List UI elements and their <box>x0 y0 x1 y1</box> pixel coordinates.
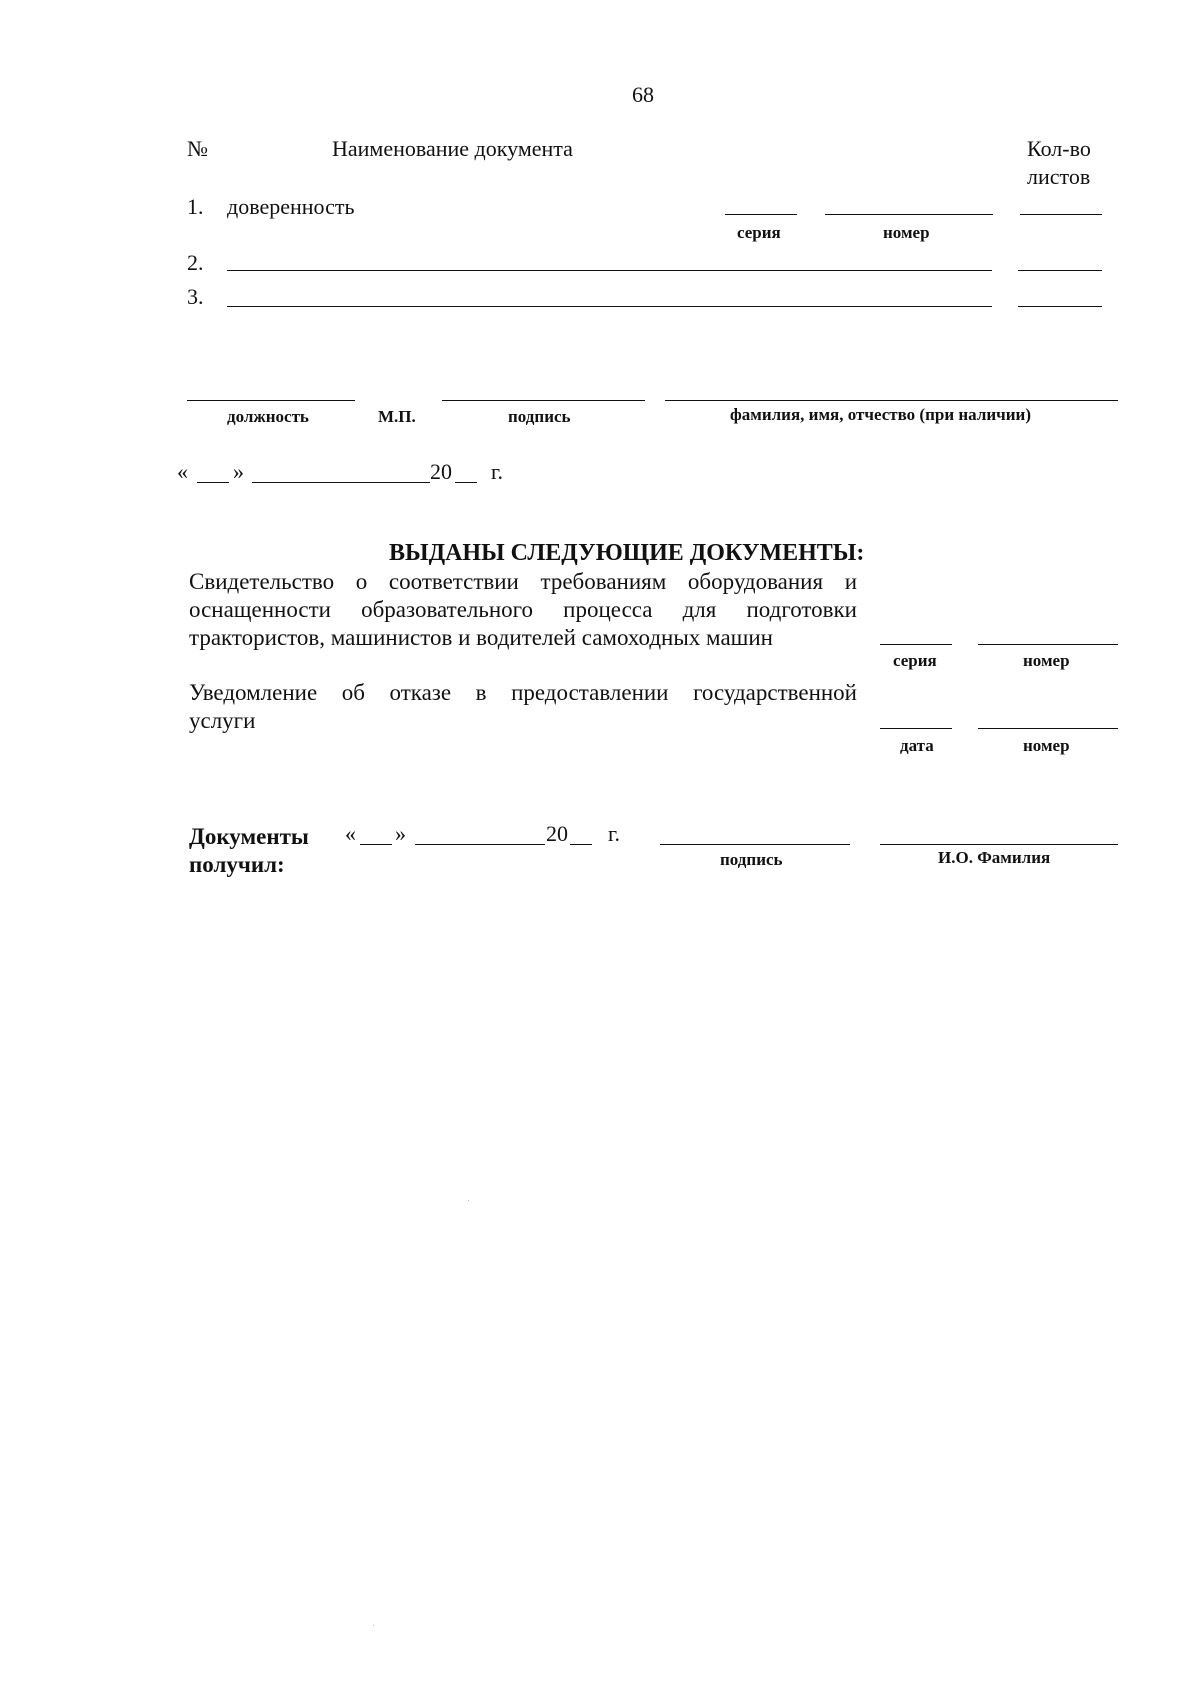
row-1-number-caption: номер <box>883 223 930 242</box>
issued-doc1-line3: трактористов, машинистов и водителей самоходных машин <box>189 625 773 650</box>
issued-doc2-line1: Уведомление об отказе в предоставлении государственной <box>189 680 857 705</box>
received-name-field[interactable] <box>880 844 1118 845</box>
scan-speck <box>468 1200 469 1201</box>
row-1-document-name: доверенность <box>227 194 355 219</box>
row-3-number: 3. <box>187 284 204 309</box>
issued-doc1-line2: оснащенности образовательного процесса для подготовки <box>189 597 857 622</box>
issued-doc1-series-field[interactable] <box>880 644 952 645</box>
date-year-prefix: 20 <box>430 459 452 484</box>
position-caption: должность <box>227 407 309 426</box>
date-day-field[interactable] <box>197 482 229 483</box>
issued-doc1-number-caption: номер <box>1023 651 1070 670</box>
received-date-open-quote: « <box>345 821 356 846</box>
stamp-caption: М.П. <box>378 407 416 426</box>
date-open-quote: « <box>177 459 188 484</box>
received-signature-field[interactable] <box>660 844 850 845</box>
received-name-caption: И.О. Фамилия <box>938 848 1051 867</box>
row-1-number: 1. <box>187 194 204 219</box>
row-2-number: 2. <box>187 250 204 275</box>
received-date-year-suffix: г. <box>608 821 621 846</box>
row-1-series-field[interactable] <box>725 214 797 215</box>
issued-doc2-number-caption: номер <box>1023 736 1070 755</box>
received-date-year-field[interactable] <box>570 844 592 845</box>
page-number: 68 <box>632 82 654 107</box>
received-label-line2: получил: <box>189 852 285 877</box>
issued-doc2-line2: услуги <box>189 708 256 733</box>
row-3-sheets-field[interactable] <box>1018 306 1102 307</box>
received-signature-caption: подпись <box>720 850 783 869</box>
date-year-suffix: г. <box>491 459 504 484</box>
column-header-document-name: Наименование документа <box>332 136 573 161</box>
row-1-number-field[interactable] <box>825 214 993 215</box>
issued-doc1-number-field[interactable] <box>978 644 1118 645</box>
fullname-caption: фамилия, имя, отчество (при наличии) <box>730 405 1031 424</box>
row-2-sheets-field[interactable] <box>1018 270 1102 271</box>
date-close-quote: » <box>233 459 244 484</box>
column-header-number: № <box>187 136 208 161</box>
signature-caption: подпись <box>508 407 571 426</box>
row-2-document-name-field[interactable] <box>227 270 992 271</box>
date-month-field[interactable] <box>252 482 430 483</box>
date-year-field[interactable] <box>455 482 477 483</box>
issued-doc1-series-caption: серия <box>893 651 937 670</box>
issued-doc2-number-field[interactable] <box>978 728 1118 729</box>
signature-field[interactable] <box>442 400 645 401</box>
issued-doc2-date-field[interactable] <box>880 728 952 729</box>
issued-documents-title: ВЫДАНЫ СЛЕДУЮЩИЕ ДОКУМЕНТЫ: <box>389 540 865 566</box>
issued-doc2-date-caption: дата <box>900 736 934 755</box>
issued-doc1-line1: Свидетельство о соответствии требованиям оборудования и <box>189 569 857 594</box>
received-date-day-field[interactable] <box>360 844 392 845</box>
received-label-line1: Документы <box>189 824 309 849</box>
column-header-sheets-line2: листов <box>1027 164 1091 189</box>
received-date-year-prefix: 20 <box>546 821 568 846</box>
fullname-field[interactable] <box>665 400 1118 401</box>
position-field[interactable] <box>187 400 355 401</box>
received-date-close-quote: » <box>395 821 406 846</box>
scan-speck <box>373 1625 374 1626</box>
column-header-sheets-line1: Кол-во <box>1027 136 1091 161</box>
row-1-sheets-field[interactable] <box>1020 214 1102 215</box>
row-3-document-name-field[interactable] <box>227 306 992 307</box>
row-1-series-caption: серия <box>737 223 781 242</box>
received-date-month-field[interactable] <box>415 844 545 845</box>
